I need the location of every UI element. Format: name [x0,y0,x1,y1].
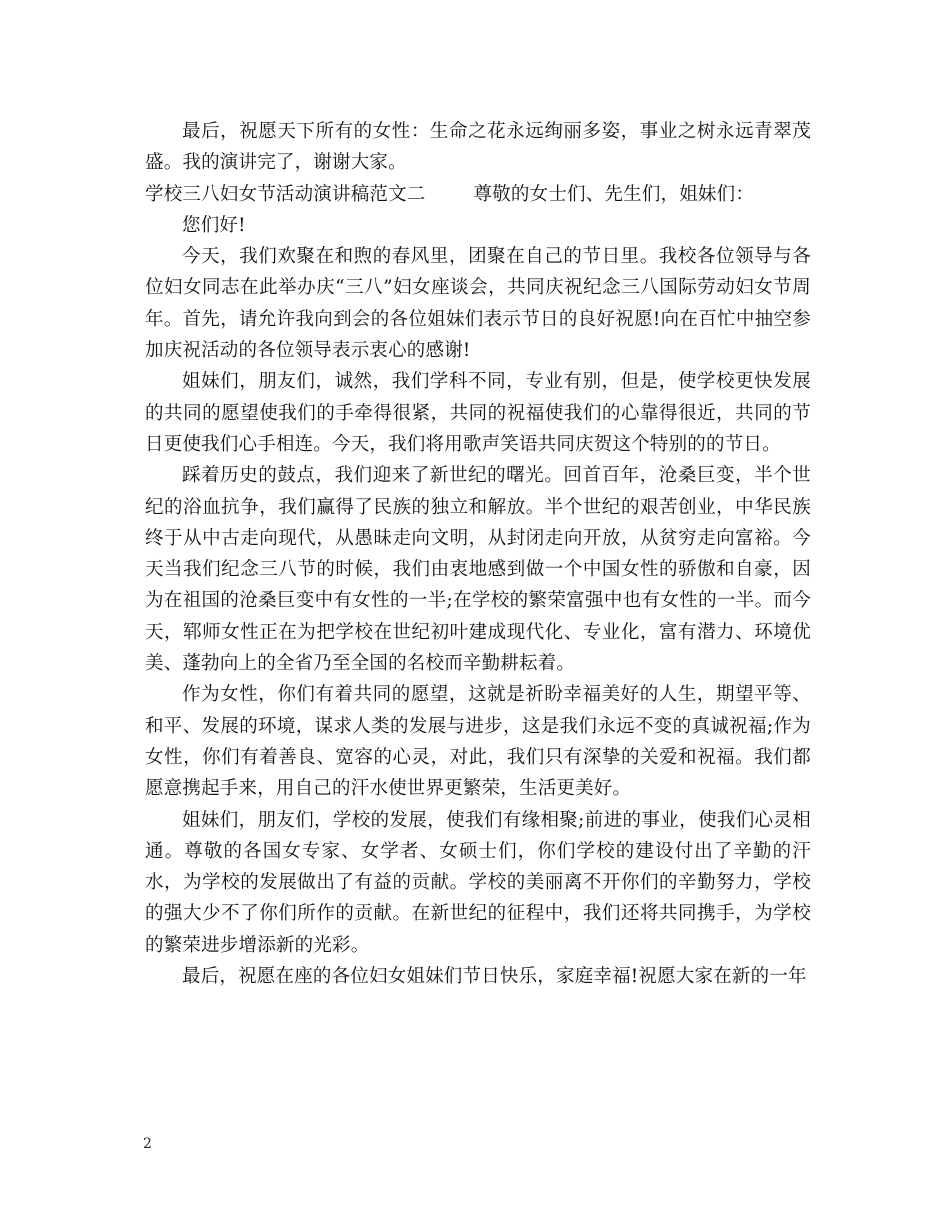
salutation: 尊敬的女士们、先生们，姐妹们： [473,183,755,205]
section-heading-line [145,179,811,210]
paragraph-opening: 今天，我们欢聚在和煦的春风里，团聚在自己的节日里。我校各位领导与各位妇女同志在此举办庆“三八”妇女座谈会，共同庆祝纪念三八国际劳动妇女节周年。首先，请允许我向到会的各位姐妹们表示节日的良好祝愿!向在百忙中抽空参加庆祝活动的各位领导表示衷心的感谢! [145,246,811,362]
paragraph-history: 踩着历史的鼓点，我们迎来了新世纪的曙光。回首百年，沧桑巨变，半个世纪的浴血抗争，我们赢得了民族的独立和解放。半个世纪的艰苦创业，中华民族终于从中古走向现代，从愚昧走向文明，从封闭走向开放，从贫穷走向富裕。今天当我们纪念三八节的时候，我们由衷地感到做一个中国女性的骄傲和自豪，因为在祖国的沧桑巨变中有女性的一半;在学校的繁荣富强中也有女性的一半。而今天，郓师女性正在为把学校在世纪初叶建成现代化、专业化，富有潜力、环境优美、蓬勃向上的全省乃至全国的名校而辛勤耕耘着。 [145,465,811,675]
paragraph-sisters-friends: 姐妹们，朋友们，诚然，我们学科不同，专业有别，但是，使学校更快发展的共同的愿望使我们的手牵得很紧，共同的祝福使我们的心靠得很近，共同的节日更使我们心手相连。今天，我们将用歌声笑语共同庆贺这个特别的的节日。 [145,371,811,455]
paragraph-greeting: 您们好! [182,214,246,236]
section-title: 学校三八妇女节活动演讲稿范文二 [145,183,426,205]
paragraph-closing-2: 最后，祝愿在座的各位妇女姐妹们节日快乐，家庭幸福!祝愿大家在新的一年 [182,966,807,988]
document-body [145,116,811,992]
paragraph-school-development: 姐妹们，朋友们，学校的发展，使我们有缘相聚;前进的事业，使我们心灵相通。尊敬的各国女专家、女学者、女硕士们，你们学校的建设付出了辛勤的汗水，为学校的发展做出了有益的贡献。学校的美丽离不开你们的辛勤努力，学校的强大少不了你们所作的贡献。在新世纪的征程中，我们还将共同携手，为学校的繁荣进步增添新的光彩。 [145,809,811,956]
paragraph-closing-1: 最后，祝愿天下所有的女性：生命之花永远绚丽多姿，事业之树永远青翠茂盛。我的演讲完了，谢谢大家。 [145,121,811,174]
paragraph-as-women: 作为女性，你们有着共同的愿望，这就是祈盼幸福美好的人生，期望平等、和平、发展的环境，谋求人类的发展与进步，这是我们永远不变的真诚祝福;作为女性，你们有着善良、宽容的心灵，对此，我们只有深挚的关爱和祝福。我们都愿意携起手来，用自己的汗水使世界更繁荣，生活更美好。 [145,684,811,800]
page-number: 2 [143,1136,152,1152]
